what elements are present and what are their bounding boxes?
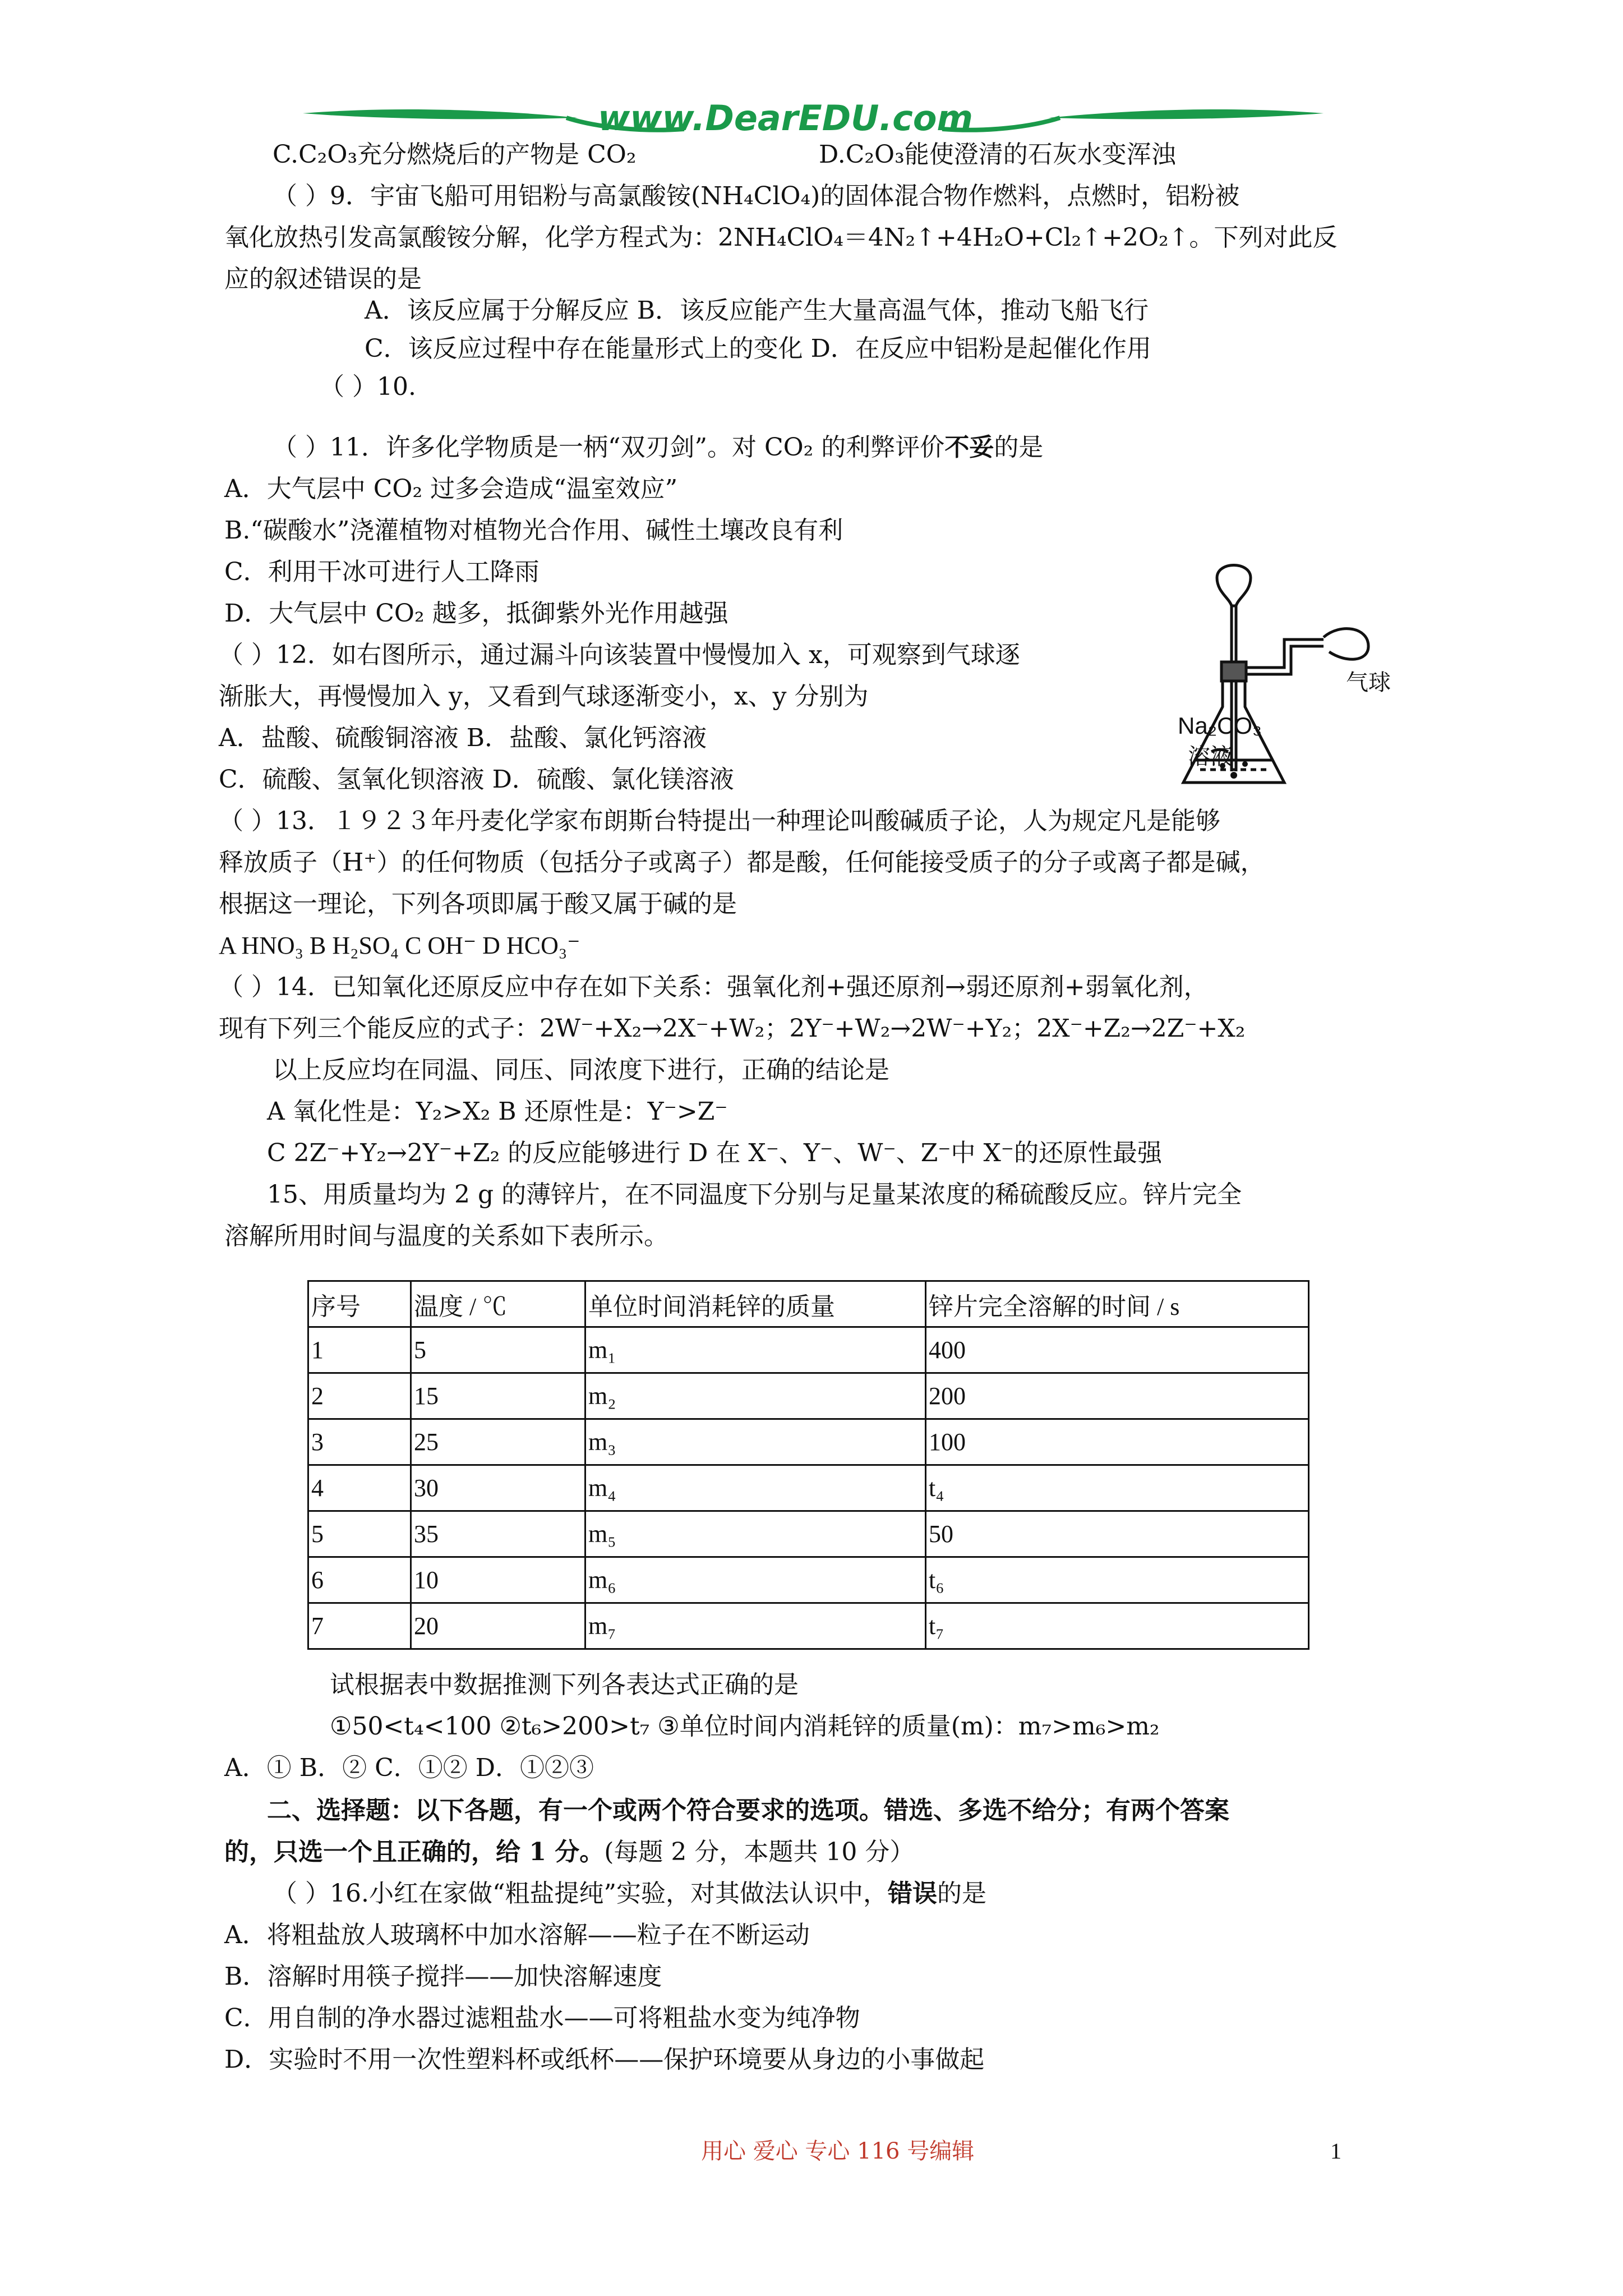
table-cell: m₂ bbox=[585, 1373, 926, 1419]
table-row bbox=[308, 1465, 1309, 1511]
table-cell: 400 bbox=[926, 1327, 1309, 1373]
q12-line-1: （ ）12．如右图所示，通过漏斗向该装置中慢慢加入 x，可观察到气球逐 bbox=[219, 641, 1020, 669]
q14-options-cd: C 2Z⁻+Y₂→2Y⁻+Z₂ 的反应能够进行 D 在 X⁻、Y⁻、W⁻、Z⁻中 X⁻的还原性最强 bbox=[267, 1139, 1163, 1167]
table-header-cell: 序号 bbox=[308, 1281, 411, 1327]
q14-line-1: （ ）14．已知氧化还原反应中存在如下关系：强氧化剂+强还原剂→弱还原剂+弱氧化剂， bbox=[219, 973, 1209, 1001]
q13-line-3: 根据这一理论，下列各项即属于酸又属于碱的是 bbox=[219, 890, 737, 918]
table-cell: 20 bbox=[411, 1603, 585, 1649]
flask-balloon-apparatus bbox=[1178, 555, 1424, 791]
q16-option-b: B．溶解时用筷子搅拌——加快溶解速度 bbox=[224, 1962, 662, 1991]
table-cell: m₄ bbox=[585, 1465, 926, 1511]
table-header-cell: 温度 / ℃ bbox=[411, 1281, 585, 1327]
table-cell: 6 bbox=[308, 1557, 411, 1603]
q10-line: （ ）10. bbox=[320, 372, 416, 401]
table-cell: t₆ bbox=[926, 1557, 1309, 1603]
table-cell: 200 bbox=[926, 1373, 1309, 1419]
q13-line-1: （ ）13．１９２３年丹麦化学家布朗斯台特提出一种理论叫酸碱质子论，人为规定凡是能够 bbox=[219, 807, 1220, 835]
table-row bbox=[308, 1603, 1309, 1649]
table-header-cell: 单位时间消耗锌的质量 bbox=[585, 1281, 926, 1327]
table-cell: 10 bbox=[411, 1557, 585, 1603]
q9-line-1: （ ）9．宇宙飞船可用铝粉与高氯酸铵(NH₄ClO₄)的固体混合物作燃料，点燃时，铝粉被 bbox=[273, 182, 1240, 210]
q16-stem-post: 的是 bbox=[937, 1879, 986, 1908]
q15-line-2: 溶解所用时间与温度的关系如下表所示。 bbox=[224, 1222, 668, 1250]
q16-stem-emph: 错误 bbox=[887, 1879, 937, 1908]
q11-option-d: D．大气层中 CO₂ 越多，抵御紫外光作用越强 bbox=[224, 599, 728, 628]
section2-line-2 bbox=[224, 1837, 914, 1868]
zinc-dissolution-table bbox=[307, 1280, 1310, 1650]
table-cell: m₃ bbox=[585, 1419, 926, 1465]
q12-line-2: 渐胀大，再慢慢加入 y，又看到气球逐渐变小，x、y 分别为 bbox=[219, 682, 869, 711]
q11-stem-post: 的是 bbox=[994, 433, 1044, 462]
table-header-row bbox=[308, 1281, 1309, 1327]
table-cell: 2 bbox=[308, 1373, 411, 1419]
q11-option-a: A．大气层中 CO₂ 过多会造成“温室效应” bbox=[224, 475, 678, 503]
table-header-cell: 锌片完全溶解的时间 / s bbox=[926, 1281, 1309, 1327]
q13-line-2: 释放质子（H⁺）的任何物质（包括分子或离子）都是酸，任何能接受质子的分子或离子都是碱， bbox=[219, 848, 1265, 877]
table-cell: t₄ bbox=[926, 1465, 1309, 1511]
q11-stem-emph: 不妥 bbox=[944, 433, 994, 462]
q15-after-2: ①50<t₄<100 ②t₆>200>t₇ ③单位时间内消耗锌的质量(m)：m₇>m₆>m₂ bbox=[330, 1712, 1160, 1741]
table-cell: m₅ bbox=[585, 1511, 926, 1557]
table-row bbox=[308, 1419, 1309, 1465]
q14-line-2: 现有下列三个能反应的式子：2W⁻+X₂→2X⁻+W₂；2Y⁻+W₂→2W⁻+Y₂；2X⁻+Z₂→2Z⁻+X₂ bbox=[219, 1014, 1246, 1043]
q16-option-d: D．实验时不用一次性塑料杯或纸杯——保护环境要从身边的小事做起 bbox=[224, 2045, 985, 2074]
q8-option-c: C.C₂O₃充分燃烧后的产物是 CO₂ bbox=[273, 140, 637, 169]
table-row bbox=[308, 1557, 1309, 1603]
q9-line-3: 应的叙述错误的是 bbox=[224, 265, 422, 293]
q12-options-ab: A．盐酸、硫酸铜溶液 B．盐酸、氯化钙溶液 bbox=[219, 724, 707, 752]
table-cell: 100 bbox=[926, 1419, 1309, 1465]
table-cell: m₆ bbox=[585, 1557, 926, 1603]
q9-options-cd: C．该反应过程中存在能量形式上的变化 D．在反应中铝粉是起催化作用 bbox=[365, 334, 1151, 363]
q14-line-3: 以上反应均在同温、同压、同浓度下进行，正确的结论是 bbox=[273, 1056, 889, 1084]
table-cell: 4 bbox=[308, 1465, 411, 1511]
q9-options-ab: A．该反应属于分解反应 B．该反应能产生大量高温气体，推动飞船飞行 bbox=[365, 296, 1149, 325]
q14-options-ab: A 氧化性是：Y₂>X₂ B 还原性是：Y⁻>Z⁻ bbox=[267, 1097, 728, 1126]
q8-option-d: D.C₂O₃能使澄清的石灰水变浑浊 bbox=[819, 140, 1176, 169]
q16-stem-pre: （ ）16.小红在家做“粗盐提纯”实验，对其做法认识中， bbox=[273, 1879, 888, 1908]
figure-label-solution: Na₂CO₃ bbox=[1178, 712, 1262, 739]
table-cell: 5 bbox=[411, 1327, 585, 1373]
table-cell: 35 bbox=[411, 1511, 585, 1557]
q15-options: A．① B．② C．①② D．①②③ bbox=[224, 1754, 594, 1782]
table-cell: 25 bbox=[411, 1419, 585, 1465]
table-cell: 30 bbox=[411, 1465, 585, 1511]
q12-options-cd: C．硫酸、氢氧化钡溶液 D．硫酸、氯化镁溶液 bbox=[219, 765, 734, 794]
table-cell: 50 bbox=[926, 1511, 1309, 1557]
funnel-bulb-icon bbox=[1217, 565, 1251, 606]
q11-stem bbox=[273, 432, 1043, 463]
table-cell: m₁ bbox=[585, 1327, 926, 1373]
q9-line-2: 氧化放热引发高氯酸铵分解，化学方程式为：2NH₄ClO₄＝4N₂↑+4H₂O+Cl₂↑+2O₂↑。下列对此反 bbox=[224, 223, 1338, 252]
q11-option-b: B.“碳酸水”浇灌植物对植物光合作用、碱性土壤改良有利 bbox=[224, 516, 843, 545]
q11-stem-pre: （ ）11．许多化学物质是一柄“双刃剑”。对 CO₂ 的利弊评价 bbox=[273, 433, 945, 462]
q16-option-a: A．将粗盐放人玻璃杯中加水溶解——粒子在不断运动 bbox=[224, 1921, 810, 1949]
section2-line-2-rest: (每题 2 分，本题共 10 分） bbox=[604, 1838, 915, 1866]
table-cell: m₇ bbox=[585, 1603, 926, 1649]
table-row bbox=[308, 1373, 1309, 1419]
footer-editor-note: 用心 爱心 专心 116 号编辑 bbox=[701, 2138, 975, 2164]
section2-line-1: 二、选择题：以下各题，有一个或两个符合要求的选项。错选、多选不给分；有两个答案 bbox=[267, 1796, 1229, 1825]
figure-label-balloon: 气球 bbox=[1346, 670, 1391, 696]
balloon-icon bbox=[1324, 629, 1368, 660]
q16-stem bbox=[273, 1878, 986, 1910]
section2-line-2-bold: 的，只选一个且正确的，给 1 分。 bbox=[224, 1838, 605, 1866]
page-number: 1 bbox=[1330, 2138, 1341, 2164]
table-row bbox=[308, 1327, 1309, 1373]
table-cell: 7 bbox=[308, 1603, 411, 1649]
site-logo-text: www.DearEDU.com bbox=[598, 98, 974, 139]
table-cell: 5 bbox=[308, 1511, 411, 1557]
q15-line-1: 15、用质量均为 2 g 的薄锌片，在不同温度下分别与足量某浓度的稀硫酸反应。锌片完全 bbox=[267, 1180, 1242, 1209]
table-cell: 15 bbox=[411, 1373, 585, 1419]
q16-option-c: C．用自制的净水器过滤粗盐水——可将粗盐水变为纯净物 bbox=[224, 2004, 860, 2032]
table-row bbox=[308, 1511, 1309, 1557]
q13-options: A HNO₃ B H₂SO₄ C OH⁻ D HCO₃⁻ bbox=[219, 932, 580, 959]
table-cell: 1 bbox=[308, 1327, 411, 1373]
figure-label-solution-2: 溶液 bbox=[1188, 744, 1233, 770]
table-cell: 3 bbox=[308, 1419, 411, 1465]
table-cell: t₇ bbox=[926, 1603, 1309, 1649]
q15-after-1: 试根据表中数据推测下列各表达式正确的是 bbox=[330, 1671, 799, 1699]
q11-option-c: C．利用干冰可进行人工降雨 bbox=[224, 558, 540, 586]
